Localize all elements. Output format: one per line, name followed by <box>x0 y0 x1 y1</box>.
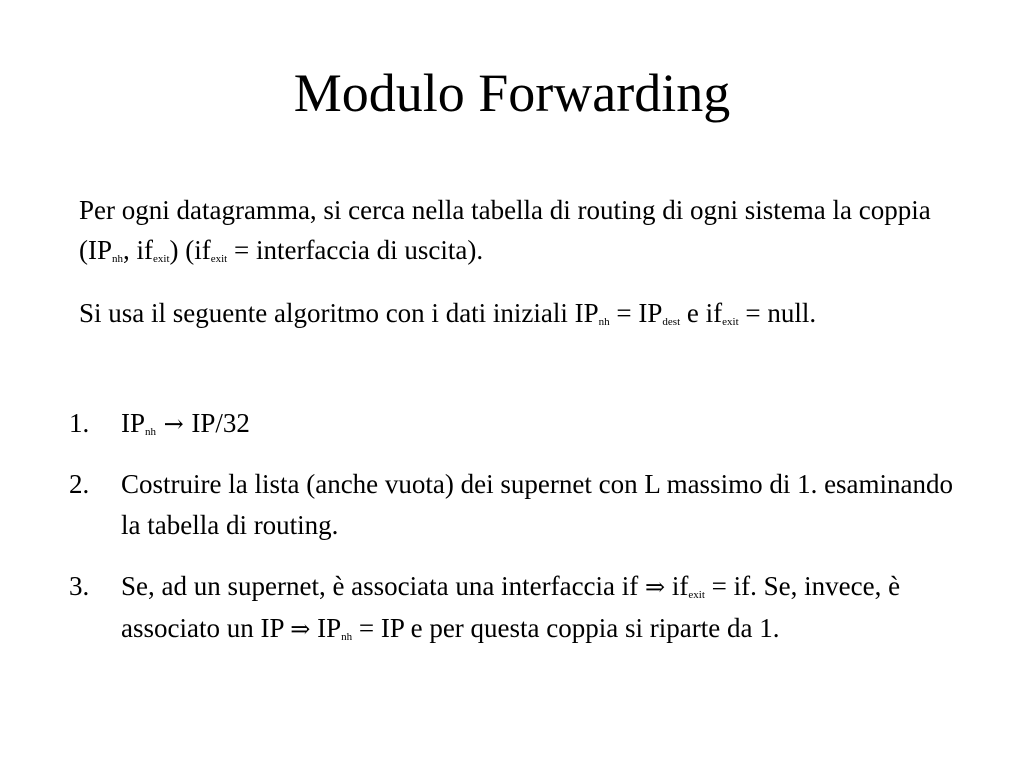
list-item-3 <box>69 566 959 650</box>
subscript-dest: dest <box>662 316 681 328</box>
implies-arrow-icon: ⇒ <box>290 615 311 643</box>
paragraph-text: Si usa il seguente algoritmo con i dati iniziali IP <box>79 298 599 328</box>
subscript-exit: exit <box>688 589 705 601</box>
subscript-exit: exit <box>153 253 170 265</box>
list-item-1 <box>69 403 959 445</box>
paragraph-text: = null. <box>738 298 817 328</box>
list-text: IP/32 <box>191 408 250 438</box>
paragraph-text: = IP <box>609 298 663 328</box>
implies-arrow-icon: ⇒ <box>645 573 666 601</box>
list-item-2 <box>69 464 959 546</box>
subscript-nh: nh <box>145 426 157 438</box>
list-text: Se, ad un supernet, è associata una interfaccia if <box>121 571 646 601</box>
list-text: if <box>665 571 689 601</box>
subscript-nh: nh <box>598 316 610 328</box>
paragraph-text: , if <box>123 235 153 265</box>
paragraph-text: Per ogni datagramma, si cerca nella tabella di routing di ogni sistema la coppia (IP <box>79 195 931 265</box>
paragraph-initial-data <box>79 293 949 333</box>
list-number: 2. <box>69 469 90 499</box>
paragraph-text: ) (if <box>169 235 211 265</box>
list-item-body: Costruire la lista (anche vuota) dei supernet con L massimo di 1. esaminando la tabella di routing. <box>121 469 954 540</box>
subscript-nh: nh <box>341 631 353 643</box>
list-text: = if. Se, invece, è associato un IP <box>121 571 901 643</box>
subscript-exit: exit <box>722 316 739 328</box>
slide-title: Modulo Forwarding <box>293 63 731 123</box>
list-number: 3. <box>69 571 90 601</box>
right-arrow-icon: → <box>156 410 192 438</box>
list-text: IP <box>310 613 342 643</box>
list-item-body <box>121 403 959 445</box>
list-text: IP <box>121 408 146 438</box>
subscript-nh: nh <box>112 253 123 265</box>
list-item-body <box>121 566 959 650</box>
paragraph-text: = interfaccia di uscita). <box>227 235 484 265</box>
list-text: = IP e per questa coppia si riparte da 1. <box>352 613 780 643</box>
paragraph-text: e if <box>680 298 723 328</box>
subscript-exit: exit <box>210 253 228 265</box>
list-number: 1. <box>69 408 90 438</box>
paragraph-datagram-lookup <box>79 190 949 270</box>
